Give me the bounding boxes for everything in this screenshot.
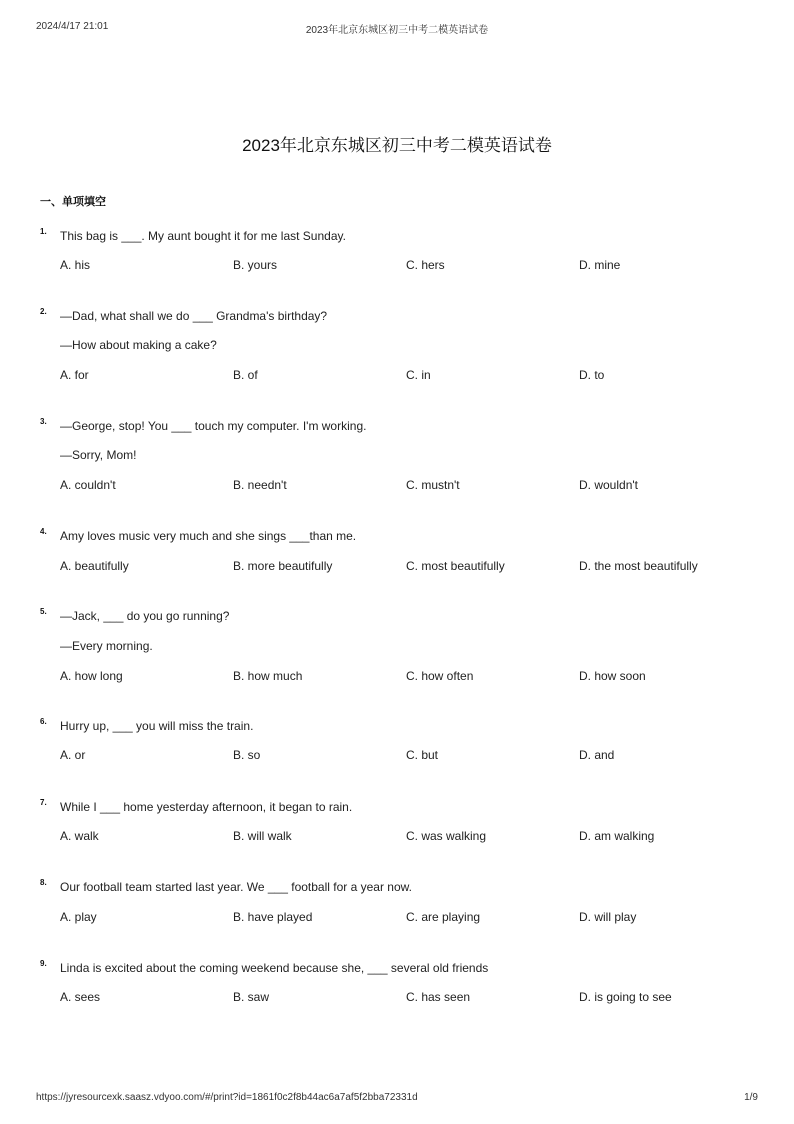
option-a: A. play: [60, 910, 97, 924]
option-c: C. in: [406, 368, 431, 382]
question-text: While I ___ home yesterday afternoon, it began to rain.: [60, 800, 353, 814]
option-d: D. am walking: [579, 829, 655, 843]
footer-url: https://jyresourcexk.saasz.vdyoo.com/#/print?id=1861f0c2f8b44ac6a7af5f2bba72331d: [36, 1092, 418, 1103]
option-b: B. so: [233, 748, 261, 762]
option-b: B. saw: [233, 990, 270, 1004]
question-text: —Jack, ___ do you go running?: [60, 609, 230, 623]
option-c: C. but: [406, 748, 439, 762]
option-b: B. more beautifully: [233, 559, 333, 573]
option-b: B. needn't: [233, 478, 287, 492]
question-text: —George, stop! You ___ touch my computer. I'm working.: [60, 419, 367, 433]
page-number: 1/9: [744, 1092, 758, 1103]
question-text: Linda is excited about the coming weekend because she, ___ several old friends: [60, 961, 489, 975]
option-a: A. for: [60, 368, 89, 382]
question-text: —Every morning.: [60, 639, 153, 653]
option-a: A. beautifully: [60, 559, 129, 573]
question-number: 9.: [40, 959, 47, 968]
question-number: 3.: [40, 417, 47, 426]
option-c: C. has seen: [406, 990, 471, 1004]
header-doc-title: 2023年北京东城区初三中考二模英语试卷: [305, 25, 489, 36]
section-heading: 一、单项填空: [40, 196, 106, 208]
question-number: 6.: [40, 717, 47, 726]
option-c: C. hers: [406, 258, 445, 272]
option-d: D. mine: [579, 258, 621, 272]
question-number: 8.: [40, 878, 47, 887]
question-text: Hurry up, ___ you will miss the train.: [60, 719, 254, 733]
option-a: A. couldn't: [60, 478, 116, 492]
option-c: C. mustn't: [406, 478, 460, 492]
question-text: Our football team started last year. We ___ football for a year now.: [60, 880, 412, 894]
question-text: This bag is ___. My aunt bought it for me last Sunday.: [60, 229, 346, 243]
option-d: D. how soon: [579, 669, 646, 683]
option-d: D. wouldn't: [579, 478, 638, 492]
option-c: C. most beautifully: [406, 559, 505, 573]
option-d: D. and: [579, 748, 615, 762]
option-b: B. of: [233, 368, 258, 382]
option-a: A. or: [60, 748, 86, 762]
option-d: D. the most beautifully: [579, 559, 698, 573]
page-title: 2023年北京东城区初三中考二模英语试卷: [242, 136, 552, 155]
option-d: D. to: [579, 368, 605, 382]
option-b: B. have played: [233, 910, 313, 924]
option-b: B. yours: [233, 258, 278, 272]
option-b: B. will walk: [233, 829, 292, 843]
question-text: —How about making a cake?: [60, 338, 217, 352]
question-number: 1.: [40, 227, 47, 236]
option-a: A. sees: [60, 990, 101, 1004]
print-datetime: 2024/4/17 21:01: [36, 21, 109, 32]
option-c: C. was walking: [406, 829, 487, 843]
question-text: —Dad, what shall we do ___ Grandma's birthday?: [60, 309, 328, 323]
option-a: A. his: [60, 258, 91, 272]
option-a: A. walk: [60, 829, 99, 843]
question-number: 5.: [40, 607, 47, 616]
question-number: 2.: [40, 307, 47, 316]
question-text: Amy loves music very much and she sings ___than me.: [60, 529, 357, 543]
question-number: 7.: [40, 798, 47, 807]
option-d: D. is going to see: [579, 990, 672, 1004]
option-d: D. will play: [579, 910, 637, 924]
option-c: C. are playing: [406, 910, 481, 924]
option-c: C. how often: [406, 669, 474, 683]
question-text: —Sorry, Mom!: [60, 448, 137, 462]
question-number: 4.: [40, 527, 47, 536]
option-b: B. how much: [233, 669, 303, 683]
option-a: A. how long: [60, 669, 123, 683]
